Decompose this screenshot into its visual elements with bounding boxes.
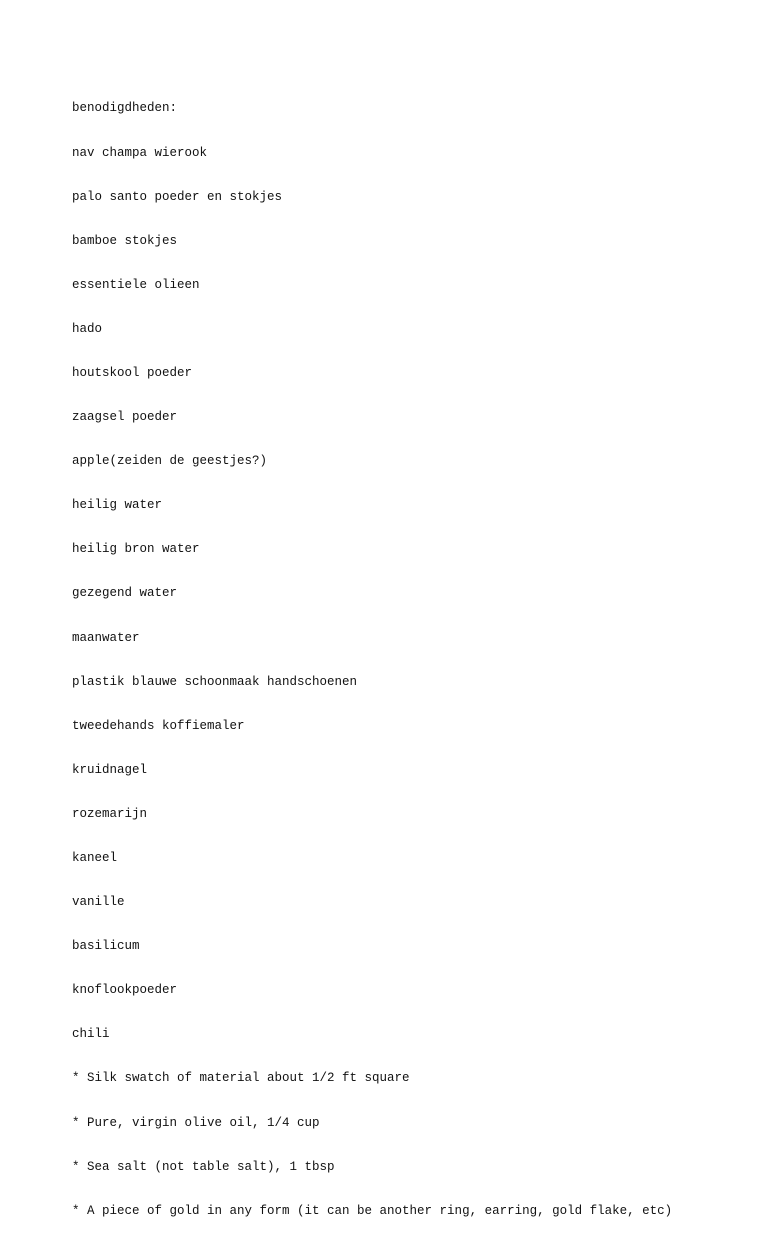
bullet-item: * Sea salt (not table salt), 1 tbsp (72, 1159, 335, 1174)
list-item: nav champa wierook (72, 145, 208, 160)
list-item: chili (72, 1027, 110, 1042)
bullet-item: * A piece of gold in any form (it can be another ring, earring, gold flake, etc) (72, 1203, 673, 1218)
list-item: palo santo poeder en stokjes (72, 189, 283, 204)
list-item: rozemarijn (72, 806, 148, 821)
bullet-item: * Silk swatch of material about 1/2 ft square (72, 1071, 410, 1086)
bullet-item: * Pure, virgin olive oil, 1/4 cup (72, 1115, 320, 1130)
list-item: kruidnagel (72, 762, 148, 777)
document-text (72, 72, 672, 1248)
list-item: heilig bron water (72, 542, 200, 557)
list-item: kaneel (72, 851, 118, 865)
list-heading: benodigdheden: (72, 101, 178, 116)
list-item: essentiele olieen (72, 277, 200, 292)
list-item: basilicum (72, 939, 140, 954)
list-item: heilig water (72, 498, 163, 513)
list-item: vanille (72, 895, 125, 910)
list-item: apple(zeiden de geestjes?) (72, 454, 268, 469)
list-item: maanwater (72, 630, 140, 645)
list-item: houtskool poeder (72, 365, 193, 380)
list-item: bamboe stokjes (72, 233, 178, 248)
list-item: plastik blauwe schoonmaak handschoenen (72, 674, 358, 689)
list-item: zaagsel poeder (72, 410, 178, 425)
list-item: knoflookpoeder (72, 983, 178, 998)
list-item: hado (72, 321, 103, 336)
list-item: gezegend water (72, 586, 178, 601)
list-item: tweedehands koffiemaler (72, 718, 245, 733)
